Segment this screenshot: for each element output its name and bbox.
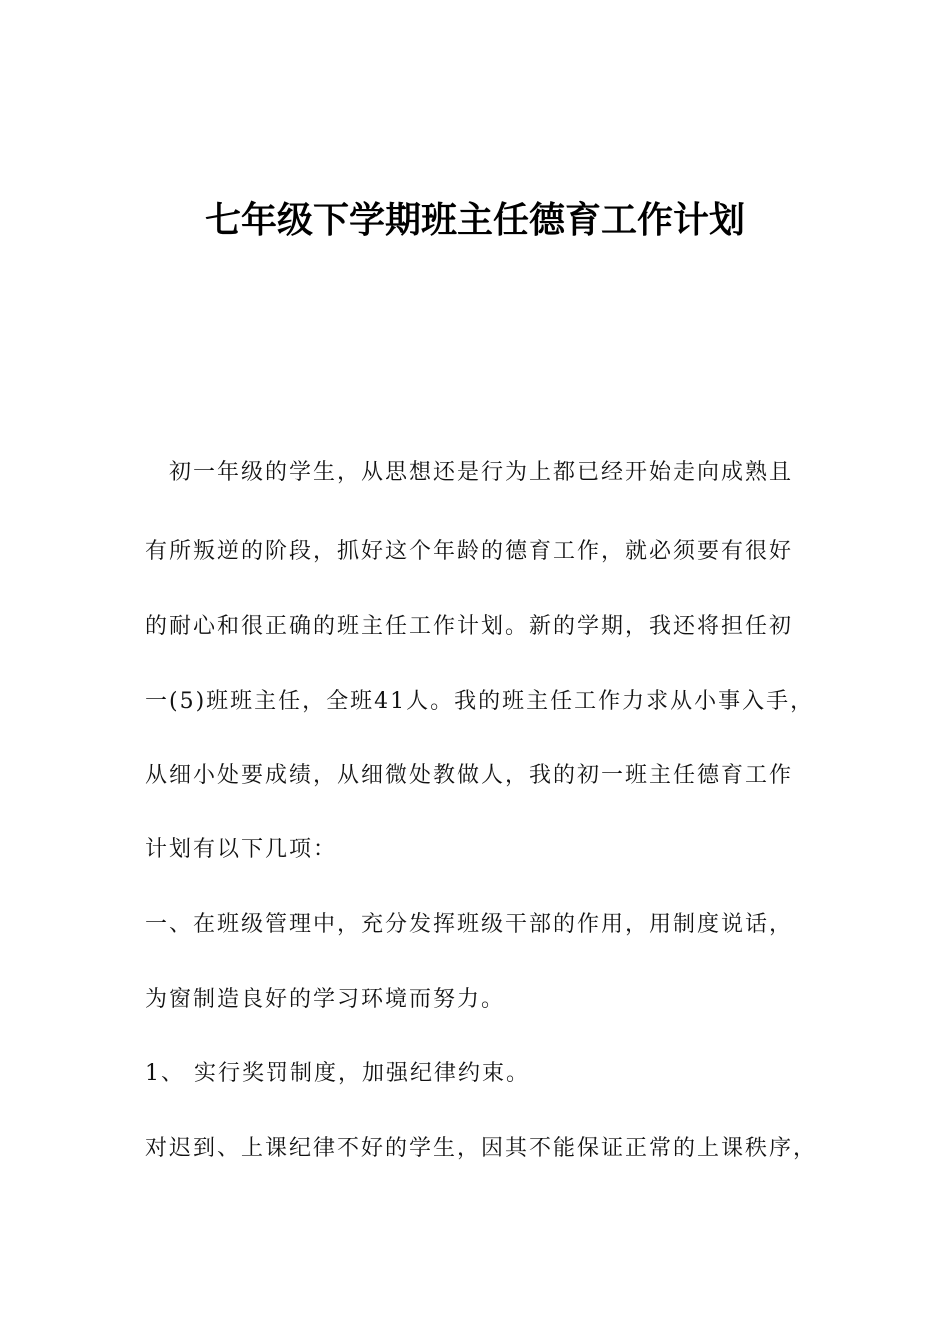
paragraph-line: 为窗制造良好的学习环境而努力。 [145,987,506,1012]
paragraph-line: 初一年级的学生，从思想还是行为上都已经开始走向成熟且 [145,460,794,485]
paragraph-line: 计划有以下几项： [145,837,338,862]
list-item-line: 1、 实行奖罚制度，加强纪律约束。 [145,1061,530,1086]
paragraph-line: 一、在班级管理中，充分发挥班级干部的作用，用制度说话， [145,912,794,937]
paragraph-line: 的耐心和很正确的班主任工作计划。新的学期，我还将担任初 [145,614,794,639]
document-title: 七年级下学期班主任德育工作计划 [204,200,745,241]
paragraph-line: 从细小处要成绩，从细微处教做人，我的初一班主任德育工作 [145,763,794,788]
paragraph-line: 一(5)班班主任，全班41人。我的班主任工作力求从小事入手， [145,689,815,714]
paragraph-line: 对迟到、上课纪律不好的学生，因其不能保证正常的上课秩序， [145,1136,818,1161]
paragraph-line: 有所叛逆的阶段，抓好这个年龄的德育工作，就必须要有很好 [145,539,794,564]
